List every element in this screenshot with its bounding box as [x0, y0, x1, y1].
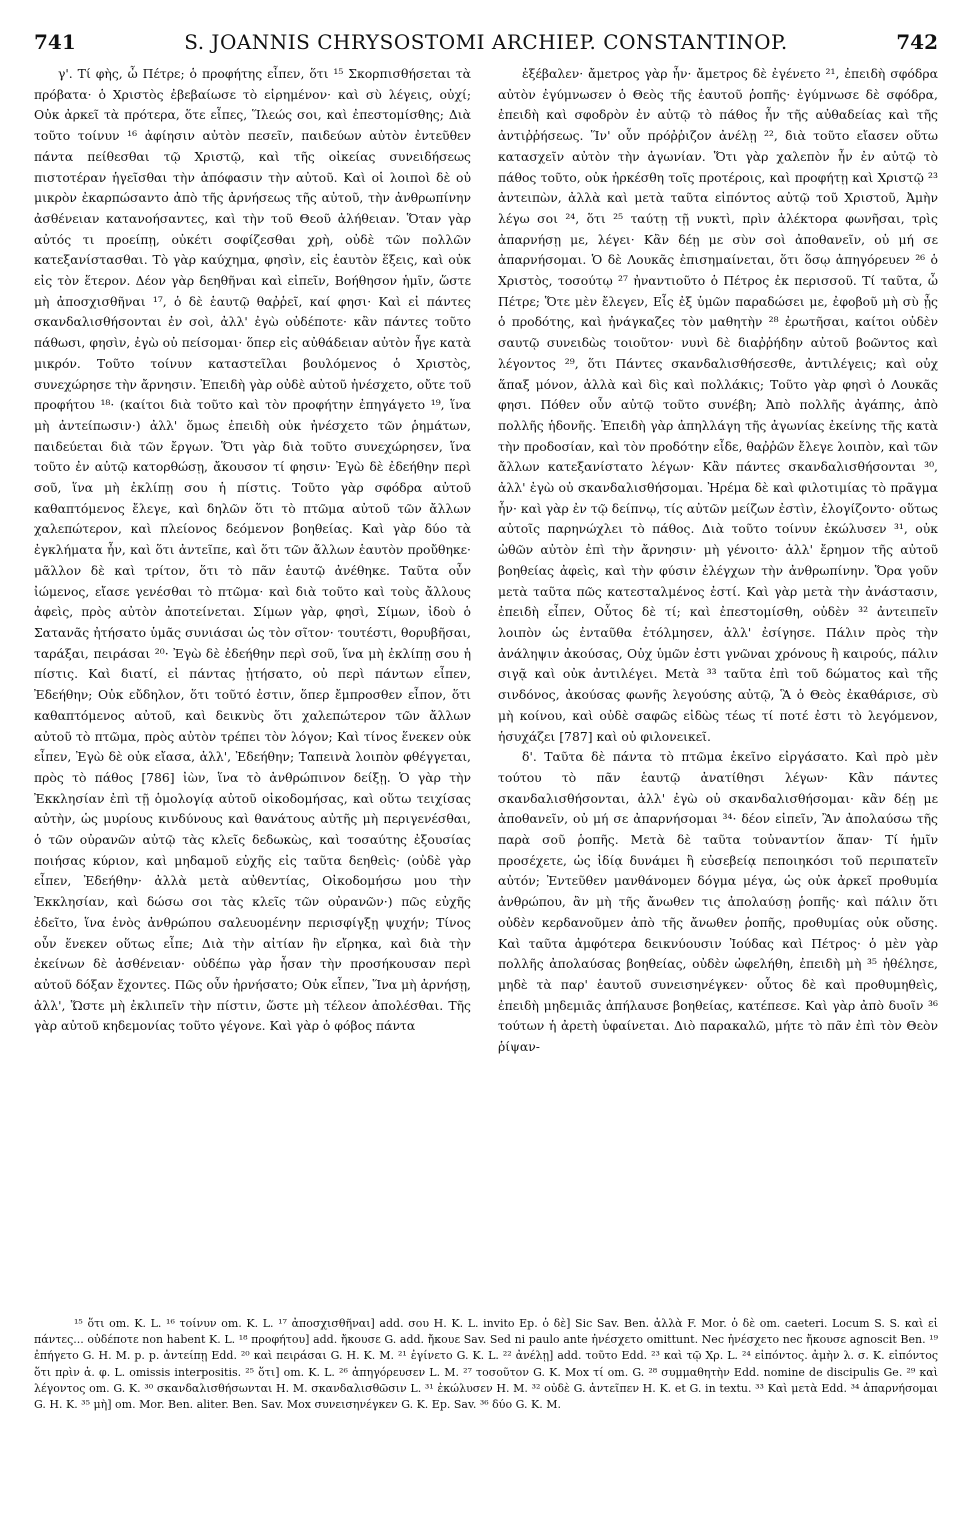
right-text-column — [498, 64, 938, 1214]
left-text-column — [34, 64, 471, 1214]
running-title: S. JOANNIS CHRYSOSTOMI ARCHIEP. CONSTANTINOP. — [184, 30, 788, 54]
right-column-paragraph-2: δ'. Ταῦτα δὲ πάντα τὸ πτῶμα ἐκεῖνο εἰργάσατο. Καὶ πρὸ μὲν τούτου τὸ πᾶν ἑαυτῷ ἀνατίθησι λέγων· Κἂν πάντες σκανδαλισθήσονται, ἀλλ' ἐγὼ οὐ σκανδαλισθήσομαι· κἂν δέῃ με ἀποθανεῖν, οὐ μή σε ἀπαρνήσομαι ³⁴· δέον εἰπεῖν, Ἂν ἀπολαύσω τῆς παρὰ σοῦ ῥοπῆς. Μετὰ δὲ ταῦτα τοὐναντίον ἅπαν· Τί ἡμῖν προσέχετε, ὡς ἰδίᾳ δυνάμει ἢ εὐσεβείᾳ πεποιηκόσι τοῦ περιπατεῖν αὐτόν; Ἐντεῦθεν μανθάνομεν δόγμα μέγα, ὡς οὐκ ἀρκεῖ προθυμία ἀνθρώπου, ἂν μὴ τῆς ἄνωθεν τις ἀπολαύσῃ ῥοπῆς· καὶ πάλιν ὅτι οὐδὲν κερδανοῦμεν ἀπὸ τῆς ἄνωθεν ῥοπῆς, προθυμίας οὐκ οὔσης. Καὶ ταῦτα ἀμφότερα δεικνύουσιν Ἰούδας καὶ Πέτρος· ὁ μὲν γὰρ πολλῆς ἀπολαύσας βοηθείας, οὐδὲν ὠφελήθη, ἐπειδὴ μὴ ³⁵ ἠθέλησε, μηδὲ τὰ παρ' ἑαυτοῦ συνεισηνέγκεν· οὗτος δὲ καὶ προθυμηθεὶς, ἐπειδὴ μηδεμιᾶς ἀπήλαυσε βοηθείας, κατέπεσε. Καὶ γὰρ ἀπὸ δυοῖν ³⁶ τούτων ἡ ἀρετὴ ὑφαίνεται. Διὸ παρακαλῶ, μήτε τὸ πᾶν ἐπὶ τὸν Θεὸν ῥίψαν- — [498, 749, 938, 1055]
right-column-paragraph-1: ἐξέβαλεν· ἄμετρος γὰρ ἦν· ἄμετρος δὲ ἐγένετο ²¹, ἐπειδὴ σφόδρα αὐτὸν ἐγύμνωσεν ὁ Θεὸς τῆς ἑαυτοῦ ῥοπῆς· ἐγύμνωσε δὲ σφόδρα, ἐπειδὴ καὶ σφοδρὸν ἐν αὐτῷ τὸ πάθος ἦν τῆς αὐθαδείας καὶ τῆς ἀντιῤῥήσεως. Ἵν' οὖν πρόῤῥιζον ἀνέλῃ ²², διὰ τοῦτο εἴασεν οὕτω κατασχεῖν αὐτὸν τὴν ἀγωνίαν. Ὅτι γὰρ χαλεπὸν ἦν ἐν αὐτῷ τὸ πάθος τοῦτο, οὐκ ἠρκέσθη τοῖς προτέροις, καὶ προφήτῃ καὶ Χριστῷ ²³ ἀντειπὼν, ἀλλὰ καὶ μετὰ ταῦτα εἰπόντος αὐτῷ τοῦ Χριστοῦ, Ἀμὴν λέγω σοι ²⁴, ὅτι ²⁵ ταύτῃ τῇ νυκτὶ, πρὶν ἀλέκτορα φωνῆσαι, τρὶς ἀπαρνήσῃ με, λέγει· Κἂν δέῃ με σὺν σοὶ ἀποθανεῖν, οὐ μή σε ἀπαρνήσομαι. Ὁ δὲ Λουκᾶς ἐπισημαίνεται, ὅτι ὅσῳ ἀπηγόρευεν ²⁶ ὁ Χριστὸς, τοσούτῳ ²⁷ ἠναντιοῦτο ὁ Πέτρος ἐκ περισσοῦ. Τί ταῦτα, ὦ Πέτρε; Ὅτε μὲν ἔλεγεν, Εἷς ἐξ ὑμῶν παραδώσει με, ἐφοβοῦ μὴ σὺ ᾖς ὁ προδότης, καὶ ἠνάγκαζες τὸν μαθητὴν ²⁸ ἐρωτῆσαι, καίτοι οὐδὲν σαυτῷ συνειδὼς τοιοῦτον· νυνὶ δὲ διαῤῥήδην αὐτοῦ βοῶντος καὶ λέγοντος ²⁹, ὅτι Πάντες σκανδαλισθήσεσθε, ἀντιλέγεις; καὶ οὐχ ἅπαξ μόνον, ἀλλὰ καὶ δὶς καὶ πολλάκις; Τοῦτο γὰρ φησὶ ὁ Λουκᾶς φησι. Πόθεν οὖν αὐτῷ τοῦτο συνέβη; Ἀπὸ πολλῆς ἀγάπης, ἀπὸ πολλῆς ἡδονῆς. Ἐπειδὴ γὰρ ἀπηλλάγη τῆς ἀγωνίας ἐκείνης τῆς κατὰ τὴν προδοσίαν, καὶ τὸν προδότην εἶδε, θαῤῥῶν ἔλεγε λοιπὸν, καὶ τῶν ἄλλων κατεξανίστατο λέγων· Κἂν πάντες σκανδαλισθήσονται ³⁰, ἀλλ' ἐγὼ οὐ σκανδαλισθήσομαι. Ἠρέμα δὲ καὶ φιλοτιμίας τὸ πρᾶγμα ἦν· καὶ γὰρ ἐν τῷ δείπνῳ, τίς αὐτῶν μείζων ἐστὶν, ἐλογίζοντο· οὕτως αὐτοῖς παρηνώχλει τὸ πάθος. Διὰ τοῦτο τοίνυν ἐκώλυσεν ³¹, οὐκ ὠθῶν αὐτὸν ἐπὶ τὴν ἄρνησιν· μὴ γένοιτο· ἀλλ' ἔρημον τῆς αὐτοῦ βοηθείας ἀφεὶς, καὶ τὴν φύσιν ἐλέγχων τὴν ἀνθρωπίνην. Ὅρα γοῦν μετὰ ταῦτα πῶς κατεσταλμένος ἐστί. Καὶ γὰρ μετὰ τὴν ἀνάστασιν, ἐπειδὴ εἶπεν, Οὗτος δὲ τί; καὶ ἐπεστομίσθη, οὐδὲν ³² ἀντειπεῖν λοιπὸν ὡς ἐνταῦθα ἐτόλμησεν, ἀλλ' ἐσίγησε. Πάλιν πρὸς τὴν ἀνάληψιν ἀκούσας, Οὐχ ὑμῶν ἐστι γνῶναι χρόνους ἢ καιρούς, πάλιν σιγᾷ καὶ οὐκ ἀντιλέγει. Μετὰ ³³ ταῦτα ἐπὶ τοῦ δώματος καὶ τῆς σινδόνος, ἀκούσας φωνῆς λεγούσης αὐτῷ, Ἃ ὁ Θεὸς ἐκαθάρισε, σὺ μὴ κοίνου, καὶ οὐδὲ σαφῶς εἰδὼς τέως τί ποτέ ἐστι τὸ λεγόμενον, ἡσυχάζει [787] καὶ οὐ φιλονεικεῖ. — [498, 66, 938, 744]
footnotes — [34, 1316, 938, 1506]
footnotes-text: ¹⁵ ὅτι om. K. L. ¹⁶ τοίνυν om. K. L. ¹⁷ ἀποσχισθῆναι] add. σου H. K. L. invito Ep. ὁ δὲ] Sic Sav. Ben. ἀλλὰ F. Mor. ὁ δὲ om. caeteri. Locum S. S. καὶ εἰ πάντες... οὐδέποτε non habent K. L. ¹⁸ προφήτου] add. ἤκουσε G. add. ἤκουε Sav. Sed ni paulo ante ἠνέσχετο omittunt. Nec ἠνέσχετο nec ἤκουσε agnoscit Ben. ¹⁹ ἐπήγετο G. H. M. p. p. ἀντείπῃ Edd. ²⁰ καὶ πειράσαι G. H. K. M. ²¹ ἐγίνετο G. K. L. ²² ἀνέλῃ] add. τοῦτο Edd. ²³ καὶ τῷ Χρ. L. ²⁴ εἰπόντος. ἀμὴν λ. σ. Κ. εἰπόντος ὅτι πρὶν ἀ. φ. L. omissis interpositis. ²⁵ ὅτι] om. K. L. ²⁶ ἀπηγόρευσεν L. M. ²⁷ τοσοῦτον G. K. Mox τί om. G. ²⁸ συμμαθητὴν Edd. nomine de discipulis Ge. ²⁹ καὶ λέγοντος om. G. K. ³⁰ σκανδαλισθήσωνται H. M. σκανδαλισθῶσιν L. ³¹ ἐκώλυσεν H. M. ³² οὐδὲ G. ἀντεῖπεν H. K. et G. in textu. ³³ Καὶ μετὰ Edd. ³⁴ ἀπαρνήσομαι G. H. K. ³⁵ μὴ] om. Mor. Ben. aliter. Ben. Sav. Mox συνεισηνέγκεν G. K. Ep. Sav. ³⁶ δύο G. K. M. — [34, 1317, 938, 1412]
left-page-number: 741 — [34, 30, 76, 54]
right-page-number: 742 — [896, 30, 938, 54]
page-header — [34, 30, 938, 56]
left-column-paragraph: γ'. Τί φὴς, ὦ Πέτρε; ὁ προφήτης εἶπεν, ὅτι ¹⁵ Σκορπισθήσεται τὰ πρόβατα· ὁ Χριστὸς ἐβεβαίωσε τὸ εἰρημένον· καὶ σὺ λέγεις, οὐχί; Οὐκ ἀρκεῖ τὰ πρότερα, ὅτε εἶπες, Ἵλεώς σοι, καὶ ἐπεστομίσθης; Διὰ τοῦτο τοίνυν ¹⁶ ἀφίησιν αὐτὸν πεσεῖν, παιδεύων αὐτὸν ἐντεῦθεν πάντα πείθεσθαι τῷ Χριστῷ, καὶ τῆς οἰκείας συνειδήσεως πιστοτέραν ἡγεῖσθαι τὴν ἀπόφασιν τὴν αὐτοῦ. Καὶ οἱ λοιποὶ δὲ οὐ μικρὸν ἐκαρπώσαντο ἀπὸ τῆς ἀρνήσεως τῆς αὐτοῦ, τὴν ἀνθρωπίνην ἀσθένειαν κατανοήσαντες, καὶ τὴν τοῦ Θεοῦ ἀλήθειαν. Ὅταν γὰρ αὐτός τι προείπῃ, οὐκέτι σοφίζεσθαι χρὴ, οὐδὲ τῶν πολλῶν κατεξανίστασθαι. Τὸ γὰρ καύχημα, φησὶν, εἰς ἑαυτὸν ἕξεις, καὶ οὐκ εἰς τὸν ἕτερον. Δέον γὰρ δεηθῆναι καὶ εἰπεῖν, Βοήθησον ἡμῖν, ὥστε μὴ ἀποσχισθῆναι ¹⁷, ὁ δὲ ἑαυτῷ θαῤῥεῖ, καί φησι· Καὶ εἰ πάντες σκανδαλισθήσονται ἐν σοὶ, ἀλλ' ἐγὼ οὐδέποτε· κἂν πάντες τοῦτο πάθωσι, φησὶν, ἐγὼ οὐ πείσομαι· ὅπερ εἰς αὐθάδειαν αὐτὸν ἦγε κατὰ μικρόν. Τοῦτο τοίνυν καταστεῖλαι βουλόμενος ὁ Χριστὸς, συνεχώρησε τὴν ἄρνησιν. Ἐπειδὴ γὰρ οὐδὲ αὐτοῦ ἠνέσχετο, οὔτε τοῦ προφήτου ¹⁸· (καίτοι διὰ τοῦτο καὶ τὸν προφήτην ἐπηγάγετο ¹⁹, ἵνα μὴ ἀντείπωσιν·) ἀλλ' ὅμως ἐπειδὴ οὐκ ἠνέσχετο τῶν ῥημάτων, παιδεύεται διὰ τῶν ἔργων. Ὅτι γὰρ διὰ τοῦτο συνεχώρησεν, ἵνα τοῦτο ἐν αὐτῷ κατορθώσῃ, ἄκουσον τί φησιν· Ἐγὼ δὲ ἐδεήθην περὶ σοῦ, ἵνα μὴ ἐκλίπῃ σου ἡ πίστις. Τοῦτο γὰρ σφόδρα αὐτοῦ καθαπτόμενος ἔλεγε, καὶ δηλῶν ὅτι τὸ πτῶμα αὐτοῦ τῶν ἄλλων χαλεπώτερον, καὶ πλείονος δεόμενον βοηθείας. Καὶ γὰρ δύο τὰ ἐγκλήματα ἦν, καὶ ὅτι ἀντεῖπε, καὶ ὅτι τῶν ἄλλων ἑαυτὸν προὔθηκε· μᾶλλον δὲ καὶ τρίτον, ὅτι τὸ πᾶν ἑαυτῷ ἀνέθηκε. Ταῦτα οὖν ἰώμενος, εἴασε γενέσθαι τὸ πτῶμα· καὶ διὰ τοῦτο καὶ τοὺς ἄλλους ἀφεὶς, πρὸς αὐτὸν ἀποτείνεται. Σίμων γὰρ, φησὶ, Σίμων, ἰδοὺ ὁ Σατανᾶς ἠτήσατο ὑμᾶς συνιάσαι ὡς τὸν σῖτον· τουτέστι, θορυβῆσαι, ταράξαι, πειράσαι ²⁰· Ἐγὼ δὲ ἐδεήθην περὶ σοῦ, ἵνα μὴ ἐκλίπῃ σου ἡ πίστις. Καὶ διατί, εἰ πάντας ᾐτήσατο, οὐ περὶ πάντων εἶπεν, Ἐδεήθην; Οὐκ εὔδηλον, ὅτι τοῦτό ἐστιν, ὅπερ ἔμπροσθεν εἶπον, ὅτι καθαπτόμενος αὐτοῦ, καὶ δεικνὺς ὅτι χαλεπώτερον τῶν ἄλλων αὐτοῦ τὸ πτῶμα, πρὸς αὐτὸν τρέπει τὸν λόγον; Καὶ τίνος ἕνεκεν οὐκ εἶπεν, Ἐγὼ δὲ οὐκ εἴασα, ἀλλ', Ἐδεήθην; Ταπεινὰ λοιπὸν φθέγγεται, πρὸς τὸ πάθος [786] ἰὼν, ἵνα τὸ ἀνθρώπινον δείξῃ. Ὁ γὰρ τὴν Ἐκκλησίαν ἐπὶ τῇ ὁμολογίᾳ αὐτοῦ οἰκοδομήσας, καὶ οὕτω τειχίσας αὐτὴν, ὡς μυρίους κινδύνους καὶ θανάτους αὐτῆς μὴ περιγενέσθαι, ὁ τῶν οὐρανῶν αὐτῷ τὰς κλεῖς δεδωκὼς, καὶ τοσαύτης ἐξουσίας ποιήσας κύριον, καὶ μηδαμοῦ εὐχῆς εἰς ταῦτα δεηθεὶς· (οὐδὲ γὰρ εἶπεν, Ἐδεήθην· ἀλλὰ μετὰ αὐθεντίας, Οἰκοδομήσω μου τὴν Ἐκκλησίαν, καὶ δώσω σοι τὰς κλεῖς τῶν οὐρανῶν·) πῶς εὐχῆς ἐδεῖτο, ἵνα ἑνὸς ἀνθρώπου σαλευομένην περισφίγξῃ ψυχήν; Τίνος οὖν ἕνεκεν οὕτως εἶπε; Διὰ τὴν αἰτίαν ἣν εἴρηκα, καὶ διὰ τὴν ἐκείνων δὲ ἀσθένειαν· οὐδέπω γὰρ ἦσαν τὴν προσήκουσαν περὶ αὐτοῦ δόξαν ἔχοντες. Πῶς οὖν ἠρνήσατο; Οὐκ εἶπεν, Ἵνα μὴ ἀρνήσῃ, ἀλλ', Ὥστε μὴ ἐκλιπεῖν τὴν πίστιν, ὥστε μὴ τέλεον ἀπολέσθαι. Τῆς γὰρ αὐτοῦ κηδεμονίας τοῦτο γέγονε. Καὶ γὰρ ὁ φόβος πάντα — [34, 66, 471, 1034]
